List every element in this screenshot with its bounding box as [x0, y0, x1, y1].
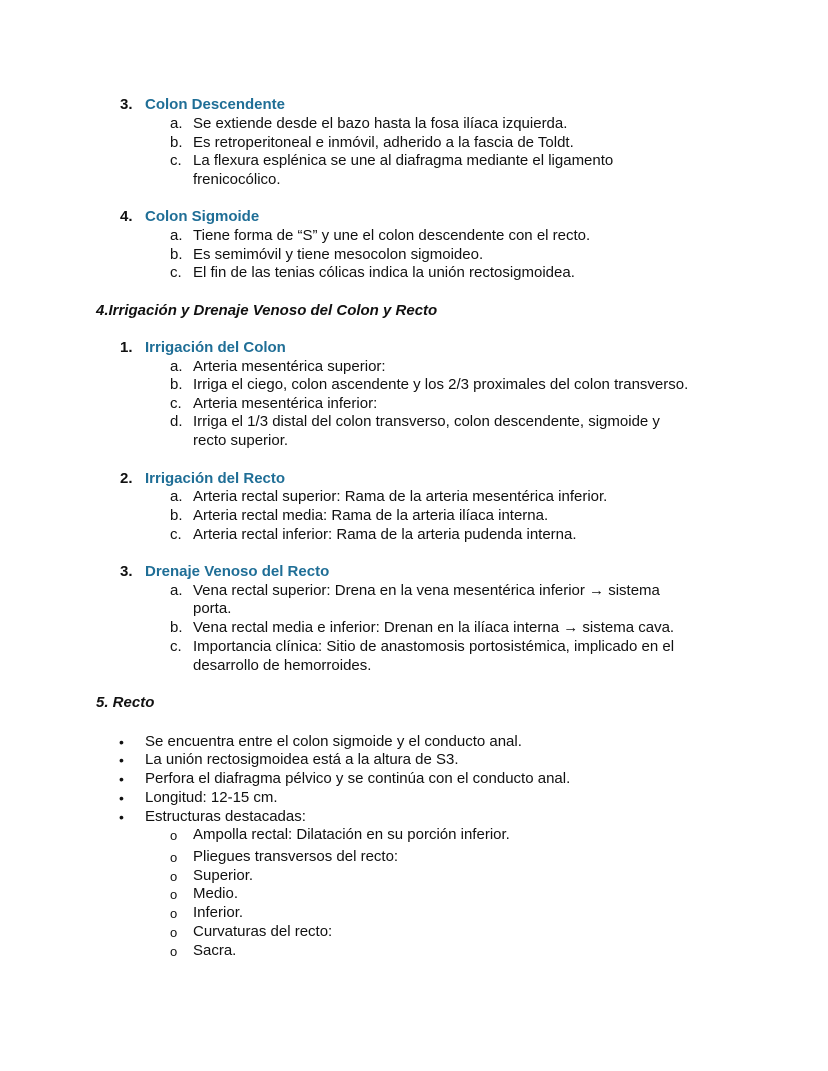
circle-bullet-icon: o [170, 887, 178, 902]
circle-bullet-icon: o [170, 869, 178, 884]
subheading: Drenaje Venoso del Recto [145, 563, 330, 580]
list-item: El fin de las tenias cólicas indica la unión rectosigmoidea. [193, 264, 575, 281]
list-marker: b. [170, 376, 183, 393]
list-item: Arteria rectal superior: Rama de la arteria mesentérica inferior. [193, 488, 608, 505]
circle-bullet-icon: o [170, 925, 178, 940]
sub-bullet-item: Ampolla rectal: Dilatación en su porción inferior. [193, 826, 510, 843]
bullet-item: Estructuras destacadas: [145, 808, 306, 825]
section-heading: 4.Irrigación y Drenaje Venoso del Colon y Recto [96, 302, 438, 319]
list-item: Importancia clínica: Sitio de anastomosis portosistémica, implicado en el [193, 638, 675, 655]
list-item-continuation: frenicocólico. [193, 171, 281, 188]
circle-bullet-icon: o [170, 906, 178, 921]
list-item: Irriga el ciego, colon ascendente y los 2/3 proximales del colon transverso. [193, 376, 689, 393]
list-marker: c. [170, 152, 182, 169]
sub-bullet-item: Superior. [193, 867, 254, 884]
list-item: Arteria mesentérica inferior: [193, 395, 378, 412]
list-marker: c. [170, 526, 182, 543]
subheading: Irrigación del Recto [145, 470, 286, 487]
sub-bullet-item: Sacra. [193, 942, 237, 959]
bullet-icon: • [119, 771, 124, 787]
list-item: Es semimóvil y tiene mesocolon sigmoideo. [193, 246, 484, 263]
list-number: 4. [120, 208, 133, 225]
list-marker: c. [170, 638, 182, 655]
list-marker: d. [170, 413, 183, 430]
list-marker: c. [170, 264, 182, 281]
list-marker: b. [170, 507, 183, 524]
list-marker: b. [170, 134, 183, 151]
list-marker: a. [170, 358, 183, 375]
list-item: Es retroperitoneal e inmóvil, adherido a la fascia de Toldt. [193, 134, 574, 151]
list-item: Arteria rectal inferior: Rama de la arteria pudenda interna. [193, 526, 577, 543]
list-item-continuation: recto superior. [193, 432, 289, 449]
circle-bullet-icon: o [170, 850, 178, 865]
list-number: 3. [120, 563, 133, 580]
circle-bullet-icon: o [170, 944, 178, 959]
sub-bullet-item: Medio. [193, 885, 239, 902]
list-marker: a. [170, 227, 183, 244]
bullet-item: Perfora el diafragma pélvico y se continúa con el conducto anal. [145, 770, 571, 787]
bullet-icon: • [119, 734, 124, 750]
list-item: Arteria mesentérica superior: [193, 358, 386, 375]
section-heading: 5. Recto [96, 694, 155, 711]
list-item: Vena rectal superior: Drena en la vena mesentérica inferior → sistema [193, 582, 660, 599]
list-number: 2. [120, 470, 133, 487]
list-item: Vena rectal media e inferior: Drenan en la ilíaca interna → sistema cava. [193, 619, 675, 636]
list-marker: c. [170, 395, 182, 412]
list-item: Arteria rectal media: Rama de la arteria ilíaca interna. [193, 507, 549, 524]
list-marker: b. [170, 246, 183, 263]
sub-bullet-item: Pliegues transversos del recto: [193, 848, 399, 865]
list-number: 1. [120, 339, 133, 356]
bullet-item: La unión rectosigmoidea está a la altura de S3. [145, 751, 459, 768]
subheading: Colon Descendente [145, 96, 286, 113]
bullet-icon: • [119, 790, 124, 806]
list-marker: a. [170, 582, 183, 599]
list-item: Tiene forma de “S” y une el colon descendente con el recto. [193, 227, 591, 244]
list-item: Se extiende desde el bazo hasta la fosa ilíaca izquierda. [193, 115, 568, 132]
bullet-icon: • [119, 752, 124, 768]
list-item: Irriga el 1/3 distal del colon transverso, colon descendente, sigmoide y [193, 413, 660, 430]
subheading: Irrigación del Colon [145, 339, 286, 356]
list-item-continuation: porta. [193, 600, 232, 617]
list-item: La flexura esplénica se une al diafragma mediante el ligamento [193, 152, 614, 169]
list-marker: b. [170, 619, 183, 636]
list-marker: a. [170, 488, 183, 505]
list-item-continuation: desarrollo de hemorroides. [193, 657, 372, 674]
sub-bullet-item: Curvaturas del recto: [193, 923, 333, 940]
bullet-item: Se encuentra entre el colon sigmoide y el conducto anal. [145, 733, 522, 750]
list-marker: a. [170, 115, 183, 132]
subheading: Colon Sigmoide [145, 208, 260, 225]
bullet-item: Longitud: 12-15 cm. [145, 789, 278, 806]
sub-bullet-item: Inferior. [193, 904, 244, 921]
circle-bullet-icon: o [170, 828, 178, 843]
list-number: 3. [120, 96, 133, 113]
bullet-icon: • [119, 809, 124, 825]
